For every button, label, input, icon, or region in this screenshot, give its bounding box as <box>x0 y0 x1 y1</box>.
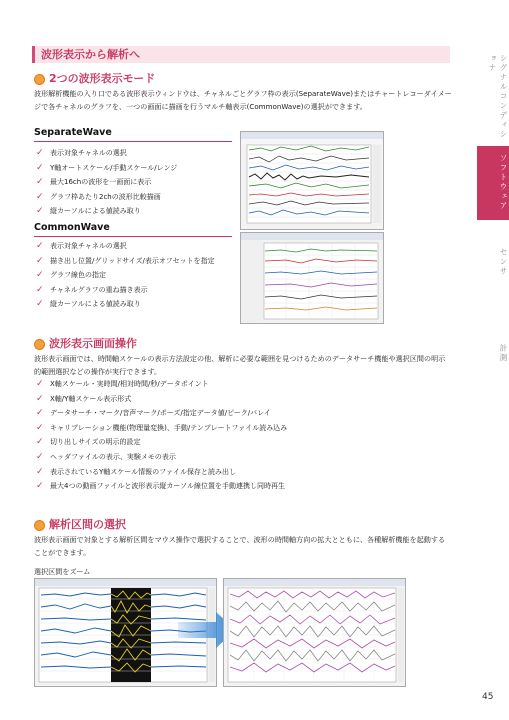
side-tab-measurement[interactable]: 計測 <box>499 344 508 363</box>
subsection-title-operations <box>34 335 137 351</box>
check-icon: ✓ <box>36 255 44 266</box>
sec1-body: 波形解析機能の入り口である波形表示ウィンドウは、チャネルごとグラフ枠の表示(SeparateWave)またはチャートレコーダイメージで各チャネルのグラフを、一つの画面に描画を行うマルチ軸表示(CommonWave)の選択ができます。 <box>34 89 452 111</box>
bullet-dot-icon <box>34 520 45 531</box>
list-item: ✓ 表示対象チャネルの選択 <box>36 146 177 161</box>
check-icon: ✓ <box>36 148 44 158</box>
check-icon: ✓ <box>36 466 44 477</box>
subsection-title-text: 2つの波形表示モード <box>49 72 156 85</box>
check-icon: ✓ <box>36 437 44 448</box>
subsection-title-text: 解析区間の選択 <box>49 518 126 531</box>
list-item: ✓ データサーチ・マーク/音声マーク/ポーズ/指定データ値/ピーク/バレイ <box>36 406 287 421</box>
page-number: 45 <box>482 692 494 702</box>
check-icon: ✓ <box>36 270 44 281</box>
separatewave-heading: SeparateWave <box>34 127 112 138</box>
check-icon: ✓ <box>36 379 44 389</box>
check-icon: ✓ <box>36 481 44 492</box>
check-icon: ✓ <box>36 284 44 295</box>
list-item: ✓ 描き出し位置/グリッドサイズ/表示オフセットを指定 <box>36 254 215 269</box>
zoom-caption: 選択区間をズーム <box>34 567 91 576</box>
check-icon: ✓ <box>36 241 44 251</box>
check-icon: ✓ <box>36 408 44 419</box>
list-item: ✓ 最大4つの動画ファイルと波形表示縦カーソル線位置を手動連携し同時再生 <box>36 479 287 494</box>
section-title: 波形表示から解析へ <box>32 46 450 63</box>
list-item: ✓ X軸/Y軸スケール表示形式 <box>36 392 287 407</box>
check-icon: ✓ <box>36 393 44 404</box>
list-item: ✓ チャネルグラフの重ね描き表示 <box>36 283 215 298</box>
side-tab-signal-conditioner[interactable]: シグナルコンディショナ <box>488 54 508 140</box>
list-item: ✓ X軸スケール・実時間/相対時間/秒/データポイント <box>36 377 287 392</box>
list-item: ✓ 縦カーソルによる値読み取り <box>36 297 215 312</box>
check-icon: ✓ <box>36 299 44 310</box>
list-item: ✓ 最大16chの波形を一画面に表示 <box>36 175 177 190</box>
check-icon: ✓ <box>36 422 44 433</box>
sec3-body: 波形表示画面で対象とする解析区間をマウス操作で選択することで、波形の時間軸方向の拡大とともに、各種解析機能を起動することができます。 <box>34 535 446 557</box>
subsection-title-interval <box>34 516 126 532</box>
list-item: ✓ 縦カーソルによる値読み取り <box>36 204 177 219</box>
commonwave-rule <box>34 236 232 237</box>
separatewave-list <box>36 146 177 219</box>
subsection-title-modes <box>34 70 155 86</box>
subsection-title-text: 波形表示画面操作 <box>49 337 137 350</box>
side-tab-software[interactable]: ソフトウェア <box>477 146 509 220</box>
list-item: ✓ ヘッダファイルの表示、実験メモの表示 <box>36 450 287 465</box>
check-icon: ✓ <box>36 191 44 202</box>
list-item: ✓ Y軸オートスケール/手動スケール/レンジ <box>36 161 177 176</box>
operations-list <box>36 377 287 494</box>
commonwave-list <box>36 239 215 312</box>
bullet-dot-icon <box>34 339 45 350</box>
list-item: ✓ キャリブレーション機能(物理量変換)、手動/テンプレートファイル読み込み <box>36 421 287 436</box>
side-tab-sensor[interactable]: センサ <box>499 248 508 277</box>
sec2-body: 波形表示画面では、時間軸スケールの表示方法設定の他、解析に必要な範囲を見つけるためのデータサーチ機能や選択区間の明示的範囲選択などの操作が実行できます。 <box>34 354 446 376</box>
bullet-dot-icon <box>34 74 45 85</box>
check-icon: ✓ <box>36 177 44 188</box>
check-icon: ✓ <box>36 451 44 462</box>
check-icon: ✓ <box>36 206 44 217</box>
list-item: ✓ 切り出しサイズの明示的設定 <box>36 435 287 450</box>
commonwave-screenshot <box>240 232 384 324</box>
separatewave-rule <box>34 141 232 142</box>
commonwave-heading: CommonWave <box>34 222 110 233</box>
list-item: ✓ グラフ線色の指定 <box>36 268 215 283</box>
separatewave-screenshot <box>240 131 384 230</box>
list-item: ✓ 表示されているY軸スケール情報のファイル保存と読み出し <box>36 465 287 480</box>
after-zoom-screenshot <box>223 578 406 687</box>
check-icon: ✓ <box>36 162 44 173</box>
list-item: ✓ 表示対象チャネルの選択 <box>36 239 215 254</box>
list-item: ✓ グラフ枠あたり2chの波形比較描画 <box>36 190 177 205</box>
